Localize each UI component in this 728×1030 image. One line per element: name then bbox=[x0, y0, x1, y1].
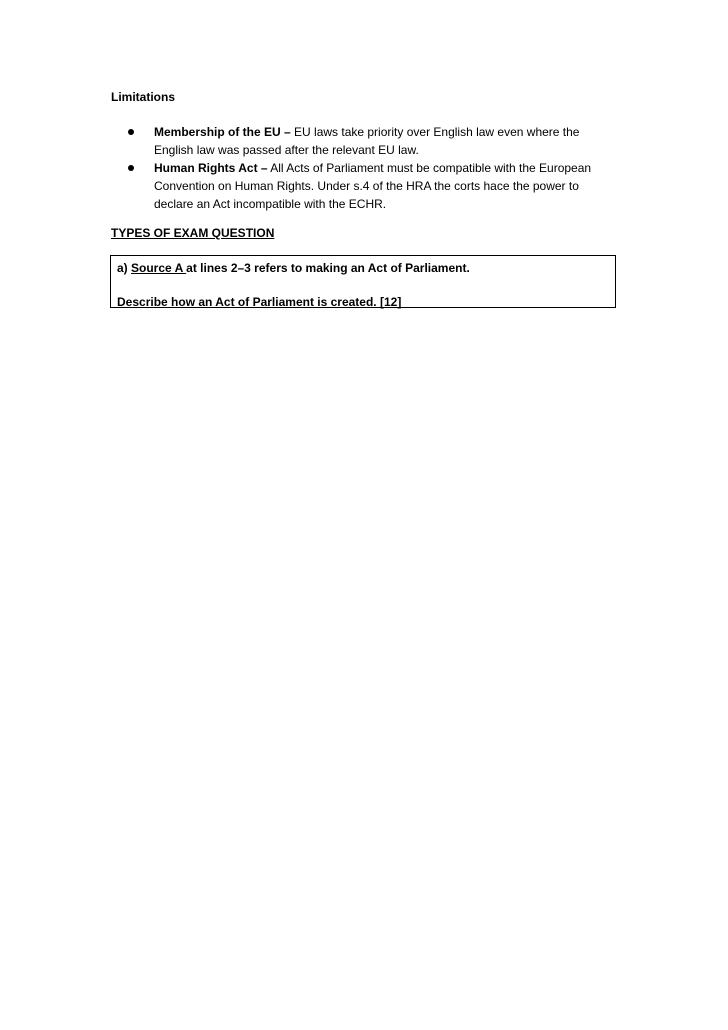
bullet-body-text: EU laws take priority over English law even where the English law was passed after the relevant EU law. bbox=[154, 125, 580, 157]
question-instruction: Describe how an Act of Parliament is created. [12] bbox=[117, 295, 402, 309]
limitations-list bbox=[111, 123, 621, 213]
bullet-icon bbox=[128, 165, 134, 171]
bullet-lead-text: Membership of the EU – bbox=[154, 125, 291, 139]
source-reference: Source A bbox=[131, 261, 187, 275]
question-prefix: a) bbox=[117, 261, 132, 275]
question-line bbox=[117, 260, 609, 276]
limitations-heading: Limitations bbox=[111, 90, 176, 104]
bullet-lead-text: Human Rights Act – bbox=[154, 161, 268, 175]
list-item bbox=[111, 123, 621, 159]
exam-types-heading: TYPES OF EXAM QUESTION bbox=[111, 226, 275, 240]
exam-question-box bbox=[110, 255, 616, 308]
question-text: at lines 2–3 refers to making an Act of Parliament. bbox=[186, 261, 470, 275]
bullet-icon bbox=[128, 129, 134, 135]
bullet-body-text: All Acts of Parliament must be compatible with the European Convention on Human Rights. Under s.4 of the HRA the corts hace the power to declare an Act incompatible with the ECHR. bbox=[154, 161, 592, 211]
list-item bbox=[111, 159, 621, 213]
